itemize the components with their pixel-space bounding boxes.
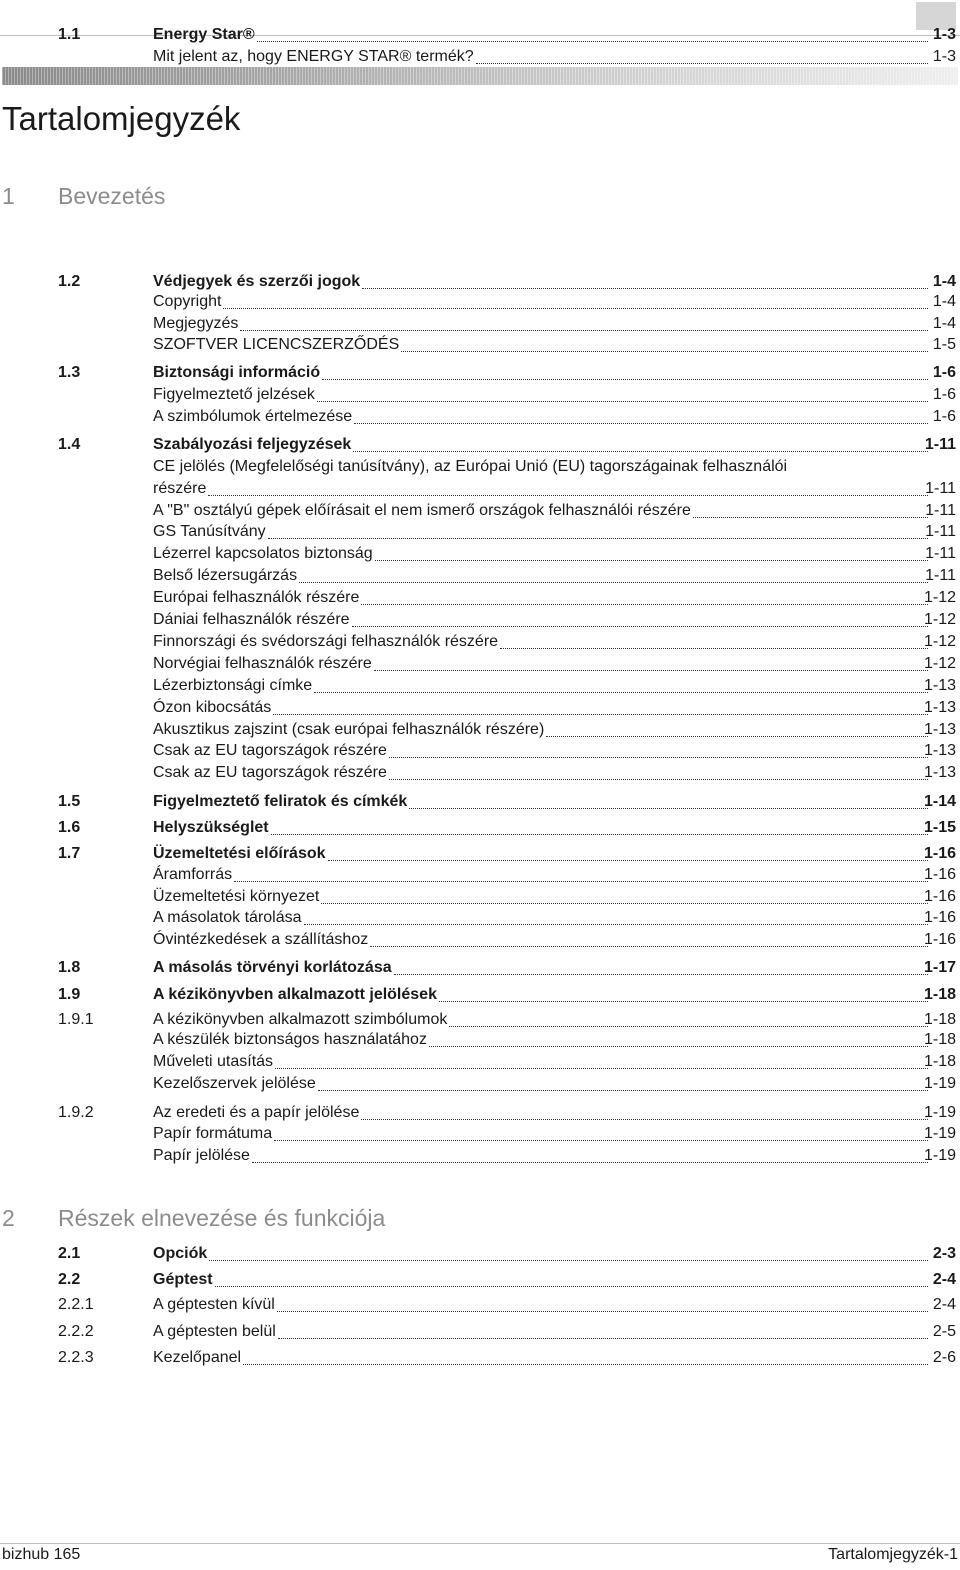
toc-dot-leader	[234, 881, 928, 882]
toc-entry-leader	[153, 362, 928, 384]
toc-entry[interactable]	[0, 1243, 958, 1265]
toc-entry-number: 1.4	[58, 436, 81, 453]
toc-entry-leader	[153, 675, 928, 697]
toc-entry-leader	[153, 500, 928, 522]
toc-entry-leader	[153, 1009, 928, 1031]
toc-entry-label: Papír formátuma	[153, 1125, 273, 1142]
toc-entry-leader	[153, 313, 928, 335]
toc-entry-leader	[153, 1243, 928, 1265]
toc-entry-page: 2-4	[932, 1296, 956, 1313]
toc-dot-leader	[257, 41, 928, 42]
chapter-title: Részek elnevezése és funkciója	[58, 1205, 386, 1231]
toc-dot-leader	[277, 1311, 928, 1312]
chapter-title: Bevezetés	[58, 183, 166, 209]
toc-entry[interactable]	[0, 631, 958, 653]
toc-entry-leader	[153, 587, 928, 609]
toc-entry[interactable]	[0, 1051, 958, 1073]
toc-entry-label: Európai felhasználók részére	[153, 589, 360, 606]
toc-entry-label: Belső lézersugárzás	[153, 567, 298, 584]
toc-entry-leader	[153, 1145, 928, 1167]
toc-entry-number: 1.8	[58, 959, 81, 976]
toc-entry-label: SZOFTVER LICENCSZERZŐDÉS	[153, 336, 400, 353]
toc-entry-leader	[153, 907, 928, 929]
toc-entry[interactable]	[0, 434, 958, 456]
toc-entry[interactable]	[0, 907, 958, 929]
toc-dot-leader	[354, 423, 928, 424]
toc-entry-page: 1-16	[923, 931, 956, 948]
toc-entry-page: 1-16	[923, 888, 956, 905]
toc-dot-leader	[314, 692, 928, 693]
toc-entry-page: 2-3	[932, 1245, 956, 1262]
toc-entry[interactable]	[0, 697, 958, 719]
toc-entry-number: 1.1	[58, 26, 81, 43]
toc-dot-leader	[352, 626, 928, 627]
chapter-number: 1	[2, 183, 15, 209]
toc-entry-leader	[153, 1321, 928, 1343]
header-band	[2, 67, 958, 85]
toc-entry[interactable]	[0, 24, 958, 46]
toc-entry-page: 2-4	[932, 1271, 956, 1288]
toc-entry-page: 1-13	[923, 742, 956, 759]
toc-entry-page: 1-13	[923, 699, 956, 716]
toc-entry-label: Ózon kibocsátás	[153, 699, 272, 716]
toc-entry-page: 1-6	[932, 408, 956, 425]
toc-entry[interactable]	[0, 271, 958, 293]
toc-entry-label: Az eredeti és a papír jelölése	[153, 1104, 360, 1121]
toc-dot-leader	[252, 1162, 928, 1163]
toc-dot-leader	[275, 1068, 928, 1069]
toc-entry-number: 2.1	[58, 1245, 81, 1262]
toc-dot-leader	[223, 308, 928, 309]
toc-entry-leader	[153, 984, 928, 1006]
toc-dot-leader	[546, 736, 928, 737]
toc-entry-leader	[153, 864, 928, 886]
toc-entry-label: A másolatok tárolása	[153, 909, 302, 926]
toc-entry-leader	[153, 271, 928, 293]
toc-entry-leader	[153, 719, 928, 741]
toc-entry[interactable]	[0, 817, 958, 839]
toc-entry-label: Akusztikus zajszint (csak európai felhasználók részére)	[153, 721, 545, 738]
toc-entry-label: Megjegyzés	[153, 315, 239, 332]
toc-entry-label: Óvintézkedések a szállításhoz	[153, 931, 369, 948]
toc-entry-page: 1-3	[932, 26, 956, 43]
toc-entry-leader	[153, 886, 928, 908]
toc-entry-label: Csak az EU tagországok részére	[153, 764, 387, 781]
toc-entry-number: 1.7	[58, 845, 81, 862]
toc-dot-leader	[215, 1286, 928, 1287]
toc-entry-page: 1-13	[923, 764, 956, 781]
toc-entry[interactable]	[0, 1321, 958, 1343]
toc-entry[interactable]	[0, 1102, 958, 1124]
toc-entry-page: 1-17	[923, 959, 956, 976]
toc-dot-leader	[439, 1001, 928, 1002]
toc-entry-page: 1-19	[923, 1104, 956, 1121]
toc-entry-page: 1-11	[925, 567, 956, 584]
toc-entry-label: Papír jelölése	[153, 1147, 250, 1164]
toc-entry[interactable]	[0, 543, 958, 565]
toc-entry-label: Kezelőpanel	[153, 1349, 242, 1366]
toc-entry-number: 1.9.1	[58, 1011, 94, 1028]
toc-entry-leader	[153, 1073, 928, 1095]
toc-entry-label: A géptesten belül	[153, 1323, 276, 1340]
toc-entry-label: Opciók	[153, 1245, 208, 1262]
toc-dot-leader	[208, 495, 928, 496]
toc-entry-leader	[153, 521, 928, 543]
toc-entry-leader	[153, 1051, 928, 1073]
toc-dot-leader	[273, 714, 928, 715]
toc-entry-label: Csak az EU tagországok részére	[153, 742, 387, 759]
toc-dot-leader	[370, 946, 928, 947]
toc-entry-label: Védjegyek és szerzői jogok	[153, 273, 361, 290]
toc-dot-leader	[328, 860, 928, 861]
toc-dot-leader	[322, 379, 928, 380]
toc-dot-leader	[268, 538, 928, 539]
toc-entry-page: 1-11	[925, 480, 956, 497]
toc-entry[interactable]	[0, 384, 958, 406]
toc-entry-leader	[153, 929, 928, 951]
toc-entry[interactable]	[0, 334, 958, 356]
footer-page-number: Tartalomjegyzék-1	[828, 1546, 958, 1563]
toc-entry-page: 1-5	[932, 336, 956, 353]
toc-entry-page: 1-19	[923, 1147, 956, 1164]
toc-entry[interactable]	[0, 740, 958, 762]
toc-entry[interactable]	[0, 984, 958, 1006]
toc-entry-leader	[153, 1294, 928, 1316]
toc-entry-leader	[153, 1269, 928, 1291]
toc-entry-page: 1-16	[923, 845, 956, 862]
toc-entry-leader	[153, 817, 928, 839]
toc-entry-label: GS Tanúsítvány	[153, 523, 266, 540]
toc-entry[interactable]	[0, 1145, 958, 1167]
toc-dot-leader	[240, 330, 928, 331]
toc-entry-leader	[153, 791, 928, 813]
toc-entry-page: 1-19	[923, 1075, 956, 1092]
toc-dot-leader	[389, 779, 928, 780]
toc-entry[interactable]	[0, 843, 958, 865]
toc-entry-label: A másolás törvényi korlátozása	[153, 959, 392, 976]
toc-entry-page: 1-14	[923, 793, 956, 810]
toc-entry-leader	[153, 843, 928, 865]
toc-entry-label: A szimbólumok értelmezése	[153, 408, 353, 425]
chapter-number: 2	[2, 1205, 15, 1231]
toc-dot-leader	[401, 351, 928, 352]
toc-entry-leader	[153, 543, 928, 565]
toc-entry-leader	[153, 762, 928, 784]
toc-entry-page: 1-11	[925, 502, 956, 519]
toc-entry-leader	[153, 653, 928, 675]
toc-entry-page: 1-18	[923, 1011, 956, 1028]
toc-entry[interactable]	[0, 46, 958, 68]
toc-entry-label: Mit jelent az, hogy ENERGY STAR® termék?	[153, 48, 474, 65]
toc-entry-page: 1-11	[925, 523, 956, 540]
toc-dot-leader	[374, 670, 928, 671]
toc-entry-page: 1-16	[923, 909, 956, 926]
toc-entry-label: Copyright	[153, 293, 222, 310]
toc-entry-leader	[153, 1102, 928, 1124]
toc-entry-page: 1-4	[932, 273, 956, 290]
toc-entry-label: A kézikönyvben alkalmazott szimbólumok	[153, 1011, 448, 1028]
toc-entry-number: 1.9.2	[58, 1104, 94, 1121]
toc-entry-label: Energy Star®	[153, 26, 255, 43]
toc-entry[interactable]	[0, 1294, 958, 1316]
toc-entry-page: 1-4	[932, 315, 956, 332]
toc-dot-leader	[409, 808, 928, 809]
toc-entry-label: Finnországi és svédországi felhasználók részére	[153, 633, 499, 650]
toc-entry-number: 2.2.1	[58, 1296, 94, 1313]
toc-entry-number: 1.9	[58, 986, 81, 1003]
toc-entry-page: 2-6	[932, 1349, 956, 1366]
toc-entry-label: Dániai felhasználók részére	[153, 611, 350, 628]
toc-entry-label: Biztonsági információ	[153, 364, 321, 381]
toc-entry-label: Lézerbiztonsági címke	[153, 677, 313, 694]
toc-entry-number: 2.2	[58, 1271, 81, 1288]
toc-entry-label: Szabályozási feljegyzések	[153, 436, 352, 453]
toc-dot-leader	[375, 560, 928, 561]
toc-entry-leader	[153, 24, 928, 46]
toc-entry-page: 2-5	[932, 1323, 956, 1340]
toc-entry-page: 1-12	[923, 655, 956, 672]
toc-entry-label: részére	[153, 480, 207, 497]
toc-entry-label: Üzemeltetési előírások	[153, 845, 326, 862]
toc-entry-label: Áramforrás	[153, 866, 233, 883]
toc-entry[interactable]	[0, 791, 958, 813]
toc-entry-page: 1-16	[923, 866, 956, 883]
toc-entry-label: Géptest	[153, 1271, 213, 1288]
toc-entry[interactable]	[0, 719, 958, 741]
toc-entry-label: Figyelmeztető jelzések	[153, 386, 315, 403]
toc-entry[interactable]	[0, 609, 958, 631]
toc-dot-leader	[304, 924, 928, 925]
toc-dot-leader	[449, 1026, 928, 1027]
toc-entry-page: 1-18	[923, 1031, 956, 1048]
toc-entry-page: 1-12	[923, 611, 956, 628]
toc-dot-leader	[317, 401, 928, 402]
toc-dot-leader	[361, 1119, 928, 1120]
toc-entry[interactable]	[0, 929, 958, 951]
toc-dot-leader	[321, 903, 928, 904]
toc-dot-leader	[362, 288, 928, 289]
toc-entry[interactable]	[0, 762, 958, 784]
toc-dot-leader	[394, 974, 928, 975]
toc-entry-leader	[153, 46, 928, 68]
toc-entry[interactable]	[0, 675, 958, 697]
toc-entry-page: 1-15	[923, 819, 956, 836]
toc-entry-label: Lézerrel kapcsolatos biztonság	[153, 545, 373, 562]
toc-entry[interactable]	[0, 864, 958, 886]
toc-dot-leader	[271, 834, 928, 835]
toc-entry-leader	[153, 697, 928, 719]
toc-entry-leader	[153, 609, 928, 631]
footer-product: bizhub 165	[2, 1546, 81, 1563]
toc-entry-leader	[153, 384, 928, 406]
toc-entry[interactable]	[0, 1073, 958, 1095]
toc-dot-leader	[243, 1364, 928, 1365]
page-title: Tartalomjegyzék	[2, 100, 241, 137]
toc-dot-leader	[361, 604, 928, 605]
toc-dot-leader	[318, 1090, 928, 1091]
toc-dot-leader	[299, 582, 928, 583]
toc-entry[interactable]	[0, 291, 958, 313]
toc-entry-leader	[153, 740, 928, 762]
toc-entry-page: 1-3	[932, 48, 956, 65]
toc-entry-leader	[153, 957, 928, 979]
toc-entry[interactable]	[0, 587, 958, 609]
toc-entry-label: A "B" osztályú gépek előírásait el nem ismerő országok felhasználói részére	[153, 502, 691, 519]
toc-entry-page: 1-6	[932, 364, 956, 381]
toc-entry-page: 1-13	[923, 721, 956, 738]
toc-entry-page: 1-12	[923, 589, 956, 606]
toc-entry-label: Helyszükséglet	[153, 819, 269, 836]
toc-entry-page: 1-6	[932, 386, 956, 403]
toc-entry-leader	[153, 434, 928, 456]
toc-entry-label: Üzemeltetési környezet	[153, 888, 320, 905]
toc-entry-label: Műveleti utasítás	[153, 1053, 274, 1070]
toc-entry-label: A géptesten kívül	[153, 1296, 275, 1313]
toc-dot-leader	[476, 63, 928, 64]
toc-entry-number: 2.2.2	[58, 1323, 94, 1340]
toc-entry[interactable]	[0, 478, 958, 500]
toc-entry[interactable]	[0, 313, 958, 335]
toc-entry-leader	[153, 291, 928, 313]
toc-entry-label: Norvégiai felhasználók részére	[153, 655, 372, 672]
toc-entry-leader	[153, 1029, 928, 1051]
toc-entry[interactable]	[0, 362, 958, 384]
toc-entry[interactable]	[0, 1009, 958, 1031]
toc-entry-number: 2.2.3	[58, 1349, 94, 1366]
toc-entry-page: 1-13	[923, 677, 956, 694]
toc-entry-leader	[153, 1347, 928, 1369]
toc-entry-number: 1.3	[58, 364, 81, 381]
toc-dot-leader	[278, 1338, 928, 1339]
toc-entry-page: 1-19	[923, 1125, 956, 1142]
toc-entry[interactable]	[0, 521, 958, 543]
toc-entry[interactable]	[0, 500, 958, 522]
toc-dot-leader	[500, 648, 928, 649]
toc-dot-leader	[274, 1140, 928, 1141]
toc-entry[interactable]	[0, 957, 958, 979]
toc-entry[interactable]	[0, 1029, 958, 1051]
toc-entry-label: A kézikönyvben alkalmazott jelölések	[153, 986, 437, 1003]
toc-entry[interactable]	[0, 1269, 958, 1291]
toc-entry-leader	[153, 478, 928, 500]
toc-entry-page: 1-18	[923, 1053, 956, 1070]
toc-entry-page: 1-11	[924, 436, 956, 453]
toc-entry-number: 1.5	[58, 793, 81, 810]
toc-dot-leader	[429, 1046, 928, 1047]
toc-entry-leader	[153, 334, 928, 356]
toc-entry[interactable]	[0, 565, 958, 587]
toc-entry-label: Figyelmeztető feliratok és címkék	[153, 793, 408, 810]
toc-entry[interactable]	[0, 1347, 958, 1369]
toc-entry-leader	[153, 631, 928, 653]
toc-entry-label: A készülék biztonságos használatához	[153, 1031, 427, 1048]
toc-dot-leader	[389, 757, 928, 758]
bottom-rule	[0, 1543, 960, 1544]
toc-entry-page: 1-18	[923, 986, 956, 1003]
toc-dot-leader	[209, 1260, 928, 1261]
toc-entry-page: 1-12	[923, 633, 956, 650]
toc-entry-leader	[153, 406, 928, 428]
toc-entry-number: 1.6	[58, 819, 81, 836]
toc-dot-leader	[693, 517, 928, 518]
toc-dot-leader	[353, 451, 928, 452]
toc-entry[interactable]	[0, 1123, 958, 1145]
toc-entry-leader	[153, 565, 928, 587]
toc-entry-label: Kezelőszervek jelölése	[153, 1075, 316, 1092]
toc-entry-leader	[153, 1123, 928, 1145]
toc-entry-page: 1-4	[932, 293, 956, 310]
toc-entry-number: 1.2	[58, 273, 81, 290]
toc-entry[interactable]	[0, 653, 958, 675]
toc-entry-page: 1-11	[925, 545, 956, 562]
toc-entry[interactable]	[0, 406, 958, 428]
toc-entry-label-line: CE jelölés (Megfelelőségi tanúsítvány), az Európai Unió (EU) tagországainak felhasználói	[153, 458, 788, 475]
toc-entry[interactable]	[0, 886, 958, 908]
